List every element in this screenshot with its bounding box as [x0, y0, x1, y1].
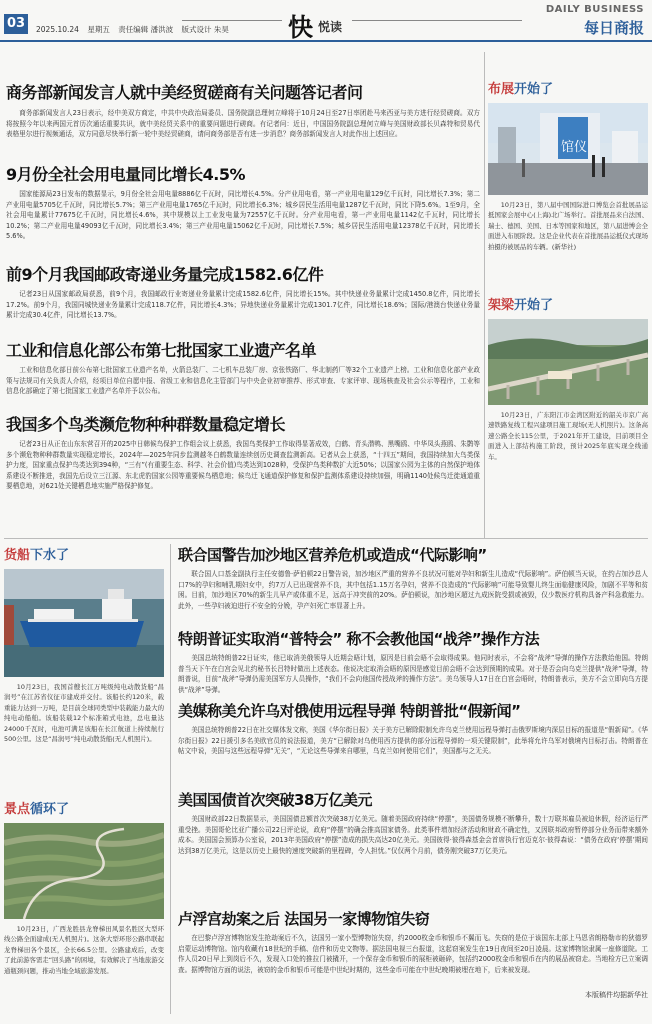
photo-box-title	[4, 544, 164, 563]
exhibition-photo-image	[488, 103, 648, 195]
article-title: 卢浮宫劫案之后 法国另一家博物馆失窃	[178, 910, 430, 928]
article-title: 联合国警告加沙地区营养危机或造成“代际影响”	[178, 546, 487, 564]
section-divider	[4, 538, 648, 539]
article-gaza	[178, 544, 648, 622]
article-us-debt	[178, 789, 648, 878]
source-credit: 本版稿件均据新华社	[585, 991, 648, 999]
photo-box-title	[488, 294, 648, 313]
photo-box-title	[4, 798, 164, 817]
article-body: 记者23日从国家邮政局获悉，前9个月，我国邮政行业寄递业务量累计完成1582.6亿件，同比增长15%。其中快递业务量累计完成1450.8亿件，同比增长17.2%。前9个月，我国同城快递业务量累计完成118.7亿件，同比增长4.3%；异地快递业务量累计完成1301.7亿件，同比增长18.6%；国际/港澳台快递业务量累计完成30.4亿件，同比增长13.7%。	[6, 290, 480, 320]
editor-credit: 责任编辑 潘洪波	[118, 25, 174, 34]
ship-photo	[4, 569, 164, 677]
article-birds	[6, 412, 480, 503]
article-museum-theft	[178, 908, 648, 1000]
ship-photo-image	[4, 569, 164, 677]
section-char: 快	[288, 13, 314, 42]
article-body: 商务部新闻发言人23日表示，经中美双方商定，中共中央政治局委员、国务院副总理何立峰将于10月24日至27日率团赴马来西亚与美方进行经贸磋商。双方将按照今年以来两国元首历次通话重要共识，就中美经贸关系中的重要问题进行磋商。有记者问：近日，中国国务院副总理何立峰与美国财政部长贝森特和贸易代表格里尔进行视频通话，双方同意尽快举行新一轮中美经贸磋商，请问商务部是否有进一步消息？商务部新闻发言人对此作出上述回应。	[6, 109, 480, 139]
article-body: 联合国人口基金副执行主任安德鲁·萨伯顿22日警告说，加沙地区严重的营养不良状况可能对孕妇和新生儿造成“代际影响”。萨伯顿当天说，在约占加沙总人口7%的孕妇和哺乳期妇女中，约7万人已出现营养不良，其中包括1.15万名孕妇，营养不良造成的“代际影响”可能导致婴儿终生面临健康风险，加剧不平等和贫困。目前，加沙地区70%的新生儿早产或体重不足，远高于冲突前的20%。萨伯顿说，加沙地区超过九成医院受损或被毁，仅少数医疗机构具备产科急救能力。此外，一些孕妇被迫进行不安全的分娩，孕产妇死亡率显著上升。	[178, 570, 648, 610]
article-electricity	[6, 162, 480, 253]
title-lead: 布展	[488, 82, 515, 97]
header-rule-right	[352, 20, 522, 21]
article-commerce	[6, 80, 480, 151]
article-title: 工业和信息化部公布第七批国家工业遗产名单	[6, 341, 317, 360]
brand-logo: 每日商报	[583, 19, 644, 37]
title-rest: 开始了	[514, 298, 554, 313]
article-title: 前9个月我国邮政寄递业务量完成1582.6亿件	[6, 265, 324, 284]
article-body: 国家能源局23日发布的数据显示，9月份全社会用电量8886亿千瓦时，同比增长4.5%。分产业用电看，第一产业用电量129亿千瓦时，同比增长7.3%；第二产业用电量5705亿千瓦时，同比增长5.7%；第三产业用电量1765亿千瓦时，同比增长6.3%；城乡居民生活用电量1287亿千瓦时，同比下降5.6%。1至9月，全社会用电量累计77675亿千瓦时，同比增长4.6%，其中规模以上工业发电量为72557亿千瓦时。分产业用电看，第一产业用电量1142亿千瓦时，同比增长10.2%；第二产业用电量49093亿千瓦时，同比增长3.4%；第三产业用电量15062亿千瓦时，同比增长7.5%；城乡居民生活用电量12378亿千瓦时，同比增长5.6%。	[6, 190, 480, 241]
article-body: 美国总统特朗普22日在社交媒体发文称，美国《华尔街日报》关于美方已解除限制允许乌克兰使用远程导弹打击俄罗斯境内深层目标的报道是“假新闻”。《华尔街日报》22日援引多名美欧官员的说法报道，美方“已解除对乌使用西方提供的部分远程导弹的一项关键限制”，此举将允许乌军对俄境内目标打击。特朗普在帖文中说，美国与这些远程导弹“无关”，“无论这些导弹来自哪里，乌克兰如何使用它们”，美国都与之无关。	[178, 726, 648, 756]
article-title: 美媒称美允许乌对俄使用远程导弹 特朗普批“假新闻”	[178, 702, 521, 720]
column-divider	[484, 52, 485, 538]
photo-box-exhibition	[488, 78, 648, 272]
article-body: 美国总统特朗普22日证实，他已取消美俄领导人近期会晤计划，原因是目前会晤不会取得成果。他同时表示，不会将“战斧”导弹的操作方法教给他国。特朗普当天下午在白宫会见北约秘书长吕特时做出上述表态。他说决定取消会晤的原因是感觉目前会晤不会达到预期的成果。对于是否会向乌克兰提供“战斧”导弹，特朗普说，目前“战斧”导弹仍需美国军方人员操作，“我们不会向他国传授战斧的操作方法”。美乌领导人17日在白宫会晤时，特朗普表示，美方不会立即向乌方提供“战斧”导弹。	[178, 654, 648, 694]
article-body: 工业和信息化部日前公布第七批国家工业遗产名单，火箭总装厂、二七机车总装厂房、京张铁路厂、华北制药厂等32个工业遗产上榜。工业和信息化部产业政策与法规司有关负责人介绍，经项目单位自愿申报、省级工业和信息化主管部门与中央企业初审推荐、形式审查、专家评审、现场核查及社会公示等程序，工业和信息化部确定了第七批国家工业遗产名单并予以公布。	[6, 366, 480, 396]
header-meta	[36, 24, 235, 35]
section-name: 悦读	[318, 20, 343, 34]
page-number: 03	[4, 14, 28, 34]
terraces-photo-image	[4, 823, 164, 919]
article-body: 在巴黎卢浮宫博物馆发生抢劫案后不久，法国另一家小型博物馆失窃，约2000枚金币和银币不翼而飞。失窃的是位于该国东北部上马恩省朗格勒市的狄德罗启蒙运动博物馆。馆内收藏有18世纪的手稿、信件和历史文物等。据法国电视三台报道，这起窃案发生在19日夜间至20日凌晨。这家博物馆隶属一座修道院。工作人员20日早上到岗后不久，发现入口处的推拉门被撬开，一个保存金币和银币的展柜被砸碎，包括约2000枚金币和银币在内的展品被窃走。当地检方已立案调查。据博物馆方面的说法，被窃的金币和银币可能是中世纪时期的，这些金币可能在中世纪晚期被埋在地下，后来被发现。	[178, 934, 648, 974]
title-rest: 循环了	[30, 802, 70, 817]
title-rest: 开始了	[514, 82, 554, 97]
svg-text:馆仪: 馆仪	[561, 140, 588, 155]
photo-box-scenic	[4, 798, 164, 1024]
terraces-photo	[4, 823, 164, 919]
photo-box-ship	[4, 544, 164, 786]
photo-caption: 10月23日，我国首艘长江万吨级纯电动散货船“昌润号”在江苏省仪征市建成并交付。该船长约120米，载重能力达到一万吨，是目前全球同类型中装载能力最大的纯电动船舶。该船装载12个标准箱式电池，总电量达24000千瓦时，电池可满足该船在长江航道上持续航行500公里。这是“昌润号”纯电动散货船(无人机照片)。	[4, 683, 164, 744]
photo-caption: 10月23日，第八届中国国际进口博览会首批展品运抵国家会展中心(上海)北广场举行。首批展品来自法国、瑞士、德国、美国、日本等国家和地区，第八届进博会全面进入布展阶段。这是企业代表在首批展品运抵仪式现场拍摄的被展品的车辆。(新华社)	[488, 201, 648, 251]
article-industrial-heritage	[6, 338, 480, 397]
title-lead: 架梁	[488, 298, 515, 313]
bridge-photo-image	[488, 319, 648, 405]
photo-caption: 10月23日，广东阳江市金湾区附近的韶关市京广高速铁路复线工程兴建项目施工现场(无人机照片)。这条高速公路全长115公里，于2021年开工建设，目前项目全面进入上部结构施工阶段，预计2025年底实现全线通车。	[488, 411, 648, 461]
article-title: 我国多个鸟类濒危物种种群数量稳定增长	[6, 415, 286, 434]
designer-credit: 版式设计 朱昊	[181, 25, 229, 34]
issue-date: 2025.10.24	[36, 25, 79, 34]
issue-weekday: 星期五	[87, 25, 110, 34]
article-title: 美国国债首次突破38万亿美元	[178, 791, 372, 809]
column-divider	[170, 544, 171, 1014]
bridge-photo	[488, 319, 648, 405]
article-title: 特朗普证实取消“普特会” 称不会教他国“战斧”操作方法	[178, 630, 540, 648]
page-header	[0, 0, 652, 42]
article-postal	[6, 262, 480, 321]
title-lead: 货船	[4, 548, 31, 563]
title-lead: 景点	[4, 802, 31, 817]
article-body: 美国财政部22日数据显示，美国国债总额首次突破38万亿美元。随着美国政府持续“停摆”，美国债务规模不断攀升，数十万联邦雇员被迫休假，经济运行严重受挫。美国哥伦比亚广播公司22日评论说，政府“停摆”的确会推高国家债务。此类事件增加经济活动和财政不确定性，又因联邦政府暂停部分业务而带来额外成本。美国国会预算办公室说，2013年美国政府“停摆”造成的损失高达20亿美元。美国彼得·彼得森基金会首席执行官迈克尔·彼得森说：“债务在政府‘停摆’期间达到38万亿美元，这是以历史上最快的速度突破新的里程碑，令人担忧。”仅仅两个月前，债务刚突破37万亿美元。	[178, 815, 648, 855]
article-missiles	[178, 700, 648, 768]
article-body: 记者23日从正在山东东营召开的2025中日韩候鸟保护工作组会议上获悉，我国鸟类保护工作取得显著成效，白鹤、青头潜鸭、黑嘴鸥、中华凤头燕鸥、朱鹮等多个濒危物种种群数量实现稳定增长，2024年—2025年同步监测越冬白鹤数量连续创历史调查监测新高。记者从会上获悉，“十四五”期间，我国持续加大鸟类保护力度，国家重点保护鸟类达到394种，“三有”(有重要生态、科学、社会价值)鸟类达到1028种，受保护鸟类种数扩大近50%；以国家公园为主体的自然保护地体系建设不断推进，我国先后设立三江源、东北虎豹国家公园等重要候鸟栖息地；候鸟迁飞通道保护修复和保护监测体系建设持续加强，明确1140处候鸟迁徙通道重要栖息地，对621处关键栖息地实施严格保护修复。	[6, 440, 480, 491]
photo-box-title	[488, 78, 648, 97]
article-title: 9月份全社会用电量同比增长4.5%	[6, 165, 246, 184]
article-title: 商务部新闻发言人就中美经贸磋商有关问题答记者问	[6, 83, 363, 102]
title-rest: 下水了	[30, 548, 70, 563]
brand-english: DAILY BUSINESS	[545, 4, 644, 15]
photo-caption: 10月23日，广西龙胜县龙脊梯田风景名胜区大型环线公路全面建成(无人机照片)。这条大型环形公路串联起龙脊梯田各个景区，全长66.5公里。公路建成后，改变了此前游客需走“回头路”的困境，有效解决了当地旅游交通瓶颈问题，推动当地全域旅游发展。	[4, 925, 164, 975]
exhibition-photo	[488, 103, 648, 195]
photo-box-bridge	[488, 294, 648, 474]
article-putin-summit	[178, 628, 648, 696]
header-rule-left	[182, 20, 282, 21]
